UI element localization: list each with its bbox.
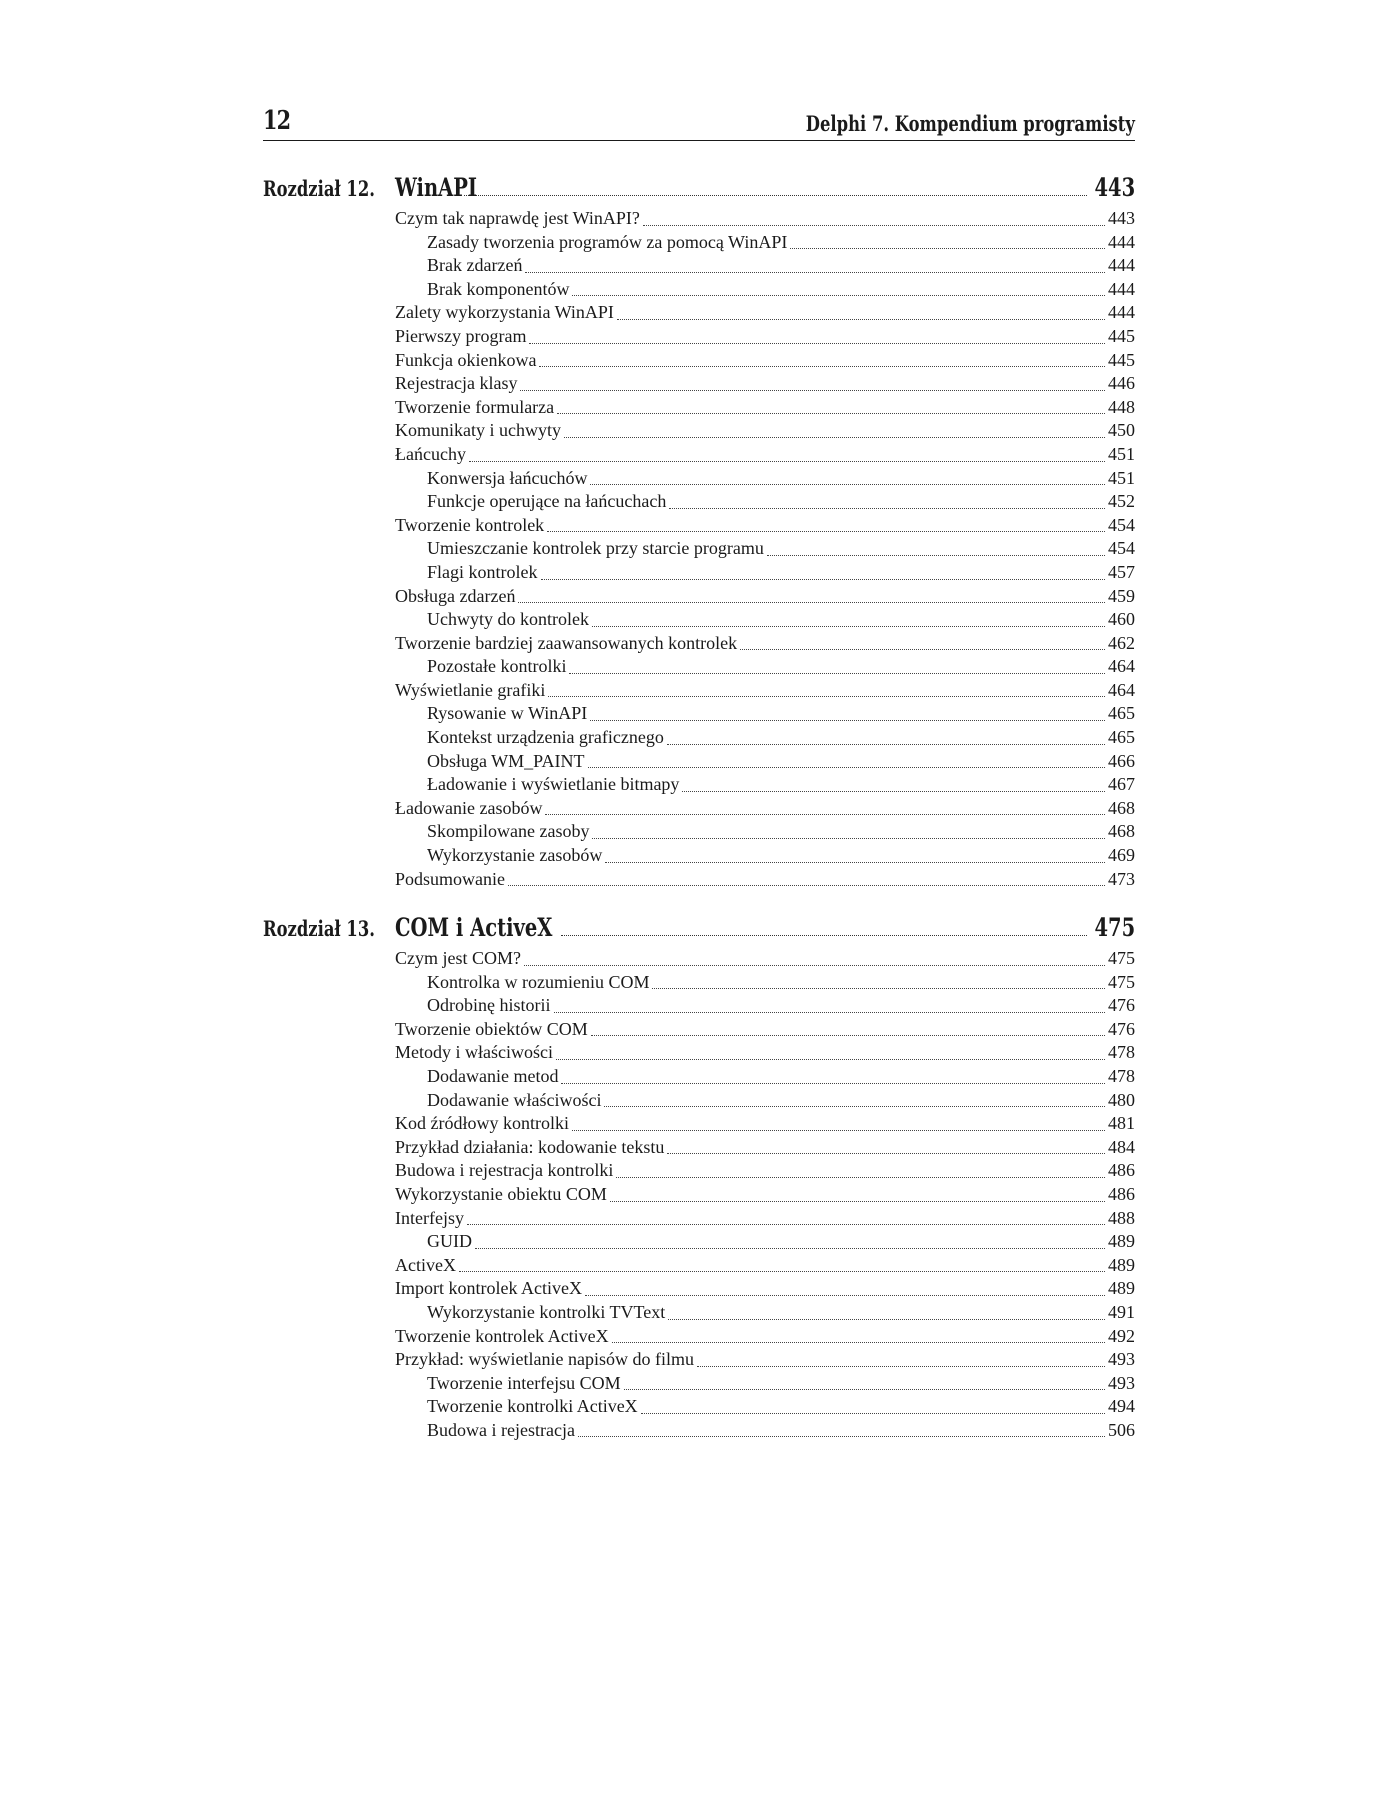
entry-page-number: 459 bbox=[1108, 585, 1135, 606]
entry-title: Kontekst urządzenia graficznego bbox=[427, 727, 664, 748]
entry-page-number: 444 bbox=[1108, 231, 1135, 252]
entry-title: Obsługa zdarzeń bbox=[395, 585, 516, 606]
entry-page-number: 476 bbox=[1108, 1018, 1135, 1039]
entry-title: Rysowanie w WinAPI bbox=[427, 703, 588, 724]
entry-title: Czym jest COM? bbox=[395, 948, 521, 968]
entry-title: Obsługa WM_PAINT bbox=[427, 750, 585, 771]
entry-title: Interfejsy bbox=[395, 1207, 464, 1228]
toc-entry bbox=[395, 1112, 1135, 1136]
entry-title: Umieszczanie kontrolek przy starcie programu bbox=[427, 538, 764, 559]
entry-page-number: 481 bbox=[1108, 1113, 1135, 1134]
entry-page-number: 469 bbox=[1108, 845, 1135, 866]
entry-page-number: 445 bbox=[1108, 349, 1135, 370]
chapter-label: Rozdział 12. bbox=[263, 176, 375, 201]
entry-title: Zasady tworzenia programów za pomocą WinAPI bbox=[427, 231, 788, 252]
entry-title: Dodawanie metod bbox=[427, 1065, 559, 1086]
toc-entry bbox=[395, 1018, 1135, 1042]
dot-leader bbox=[590, 720, 1105, 721]
chapter-title: COM i ActiveX bbox=[395, 913, 553, 942]
entry-title: Komunikaty i uchwyty bbox=[395, 420, 561, 441]
entry-page-number: 444 bbox=[1108, 255, 1135, 276]
entry-page-number: 493 bbox=[1108, 1372, 1135, 1393]
entry-page-number: 476 bbox=[1108, 995, 1135, 1016]
dot-leader bbox=[459, 1271, 1105, 1272]
entry-title: Odrobinę historii bbox=[427, 995, 551, 1016]
chapter-heading bbox=[263, 172, 1135, 204]
entry-title: Budowa i rejestracja bbox=[427, 1419, 575, 1440]
chapter-12 bbox=[263, 172, 1135, 891]
entry-title: Przykład: wyświetlanie napisów do filmu bbox=[395, 1349, 694, 1370]
dot-leader bbox=[790, 248, 1105, 249]
toc-entry bbox=[395, 301, 1135, 325]
entry-page-number: 478 bbox=[1108, 1042, 1135, 1063]
dot-leader bbox=[525, 272, 1105, 273]
toc-subentry bbox=[427, 994, 1135, 1018]
entry-page-number: 491 bbox=[1108, 1301, 1135, 1322]
entry-title: Uchwyty do kontrolek bbox=[427, 609, 589, 630]
dot-leader bbox=[518, 602, 1105, 603]
entry-page-number: 489 bbox=[1108, 1231, 1135, 1252]
entry-page-number: 488 bbox=[1108, 1207, 1135, 1228]
dot-leader bbox=[592, 626, 1105, 627]
dot-leader bbox=[469, 461, 1105, 462]
toc-entries bbox=[263, 947, 1135, 1442]
dot-leader bbox=[561, 935, 1087, 936]
entry-page-number: 478 bbox=[1108, 1065, 1135, 1086]
chapter-title-row bbox=[395, 913, 1135, 942]
toc-entry bbox=[395, 1207, 1135, 1231]
entry-title: Funkcje operujące na łańcuchach bbox=[427, 491, 667, 512]
toc-subentry bbox=[427, 655, 1135, 679]
entry-page-number: 464 bbox=[1108, 656, 1135, 677]
chapter-13 bbox=[263, 912, 1135, 1442]
entry-title: Zalety wykorzystania WinAPI bbox=[395, 302, 614, 323]
toc-entry bbox=[395, 349, 1135, 373]
toc-entry bbox=[395, 1254, 1135, 1278]
entry-page-number: 465 bbox=[1108, 703, 1135, 724]
toc-entry bbox=[395, 1183, 1135, 1207]
entry-title: Skompilowane zasoby bbox=[427, 821, 590, 842]
dot-leader bbox=[697, 1366, 1105, 1367]
entry-page-number: 454 bbox=[1108, 514, 1135, 535]
entry-page-number: 506 bbox=[1108, 1419, 1135, 1440]
entry-title: Budowa i rejestracja kontrolki bbox=[395, 1160, 614, 1181]
entry-page-number: 462 bbox=[1108, 632, 1135, 653]
toc-entry bbox=[395, 325, 1135, 349]
dot-leader bbox=[539, 366, 1105, 367]
dot-leader bbox=[556, 1059, 1105, 1060]
dot-leader bbox=[524, 965, 1105, 966]
entry-title: Tworzenie obiektów COM bbox=[395, 1018, 588, 1039]
entry-title: Tworzenie kontrolek ActiveX bbox=[395, 1325, 609, 1346]
dot-leader bbox=[585, 1295, 1105, 1296]
toc-entry bbox=[395, 1159, 1135, 1183]
dot-leader bbox=[592, 838, 1105, 839]
entry-page-number: 448 bbox=[1108, 396, 1135, 417]
entry-page-number: 445 bbox=[1108, 325, 1135, 346]
toc-subentry bbox=[427, 820, 1135, 844]
dot-leader bbox=[591, 1035, 1105, 1036]
dot-leader bbox=[682, 791, 1105, 792]
entry-page-number: 451 bbox=[1108, 467, 1135, 488]
dot-leader bbox=[612, 1342, 1105, 1343]
toc-subentry bbox=[427, 561, 1135, 585]
toc-subentry bbox=[427, 537, 1135, 561]
toc-entries bbox=[263, 207, 1135, 891]
dot-leader bbox=[667, 744, 1105, 745]
entry-title: Tworzenie interfejsu COM bbox=[427, 1372, 621, 1393]
toc-subentry bbox=[427, 971, 1135, 995]
entry-page-number: 451 bbox=[1108, 443, 1135, 464]
toc-entry bbox=[395, 1041, 1135, 1065]
toc-subentry bbox=[427, 1419, 1135, 1443]
toc-entry bbox=[395, 396, 1135, 420]
entry-page-number: 466 bbox=[1108, 750, 1135, 771]
dot-leader bbox=[588, 767, 1105, 768]
toc-subentry bbox=[427, 254, 1135, 278]
toc-entry bbox=[395, 585, 1135, 609]
chapter-page-number: 443 bbox=[1094, 173, 1135, 202]
entry-page-number: 464 bbox=[1108, 679, 1135, 700]
dot-leader bbox=[572, 1130, 1105, 1131]
dot-leader bbox=[590, 484, 1105, 485]
entry-title: Tworzenie formularza bbox=[395, 396, 555, 417]
dot-leader bbox=[547, 531, 1105, 532]
toc-entry bbox=[395, 514, 1135, 538]
dot-leader bbox=[767, 555, 1105, 556]
toc-entry bbox=[395, 868, 1135, 892]
toc-subentry bbox=[427, 844, 1135, 868]
toc-subentry bbox=[427, 278, 1135, 302]
entry-title: Import kontrolek ActiveX bbox=[395, 1278, 582, 1299]
dot-leader bbox=[464, 195, 1087, 196]
entry-page-number: 486 bbox=[1108, 1183, 1135, 1204]
entry-page-number: 489 bbox=[1108, 1254, 1135, 1275]
entry-page-number: 454 bbox=[1108, 538, 1135, 559]
toc-entry bbox=[395, 1136, 1135, 1160]
dot-leader bbox=[667, 1153, 1105, 1154]
toc-entry bbox=[395, 207, 1135, 231]
entry-title: Podsumowanie bbox=[395, 868, 505, 889]
entry-title: Wykorzystanie obiektu COM bbox=[395, 1183, 607, 1204]
dot-leader bbox=[624, 1389, 1105, 1390]
entry-title: Tworzenie kontrolek bbox=[395, 514, 545, 535]
dot-leader bbox=[610, 1201, 1105, 1202]
toc-entry bbox=[395, 1277, 1135, 1301]
dot-leader bbox=[578, 1436, 1105, 1437]
dot-leader bbox=[508, 885, 1105, 886]
entry-title: Brak zdarzeń bbox=[427, 255, 523, 276]
entry-title: Kod źródłowy kontrolki bbox=[395, 1113, 569, 1134]
dot-leader bbox=[554, 1012, 1106, 1013]
toc-subentry bbox=[427, 490, 1135, 514]
dot-leader bbox=[740, 649, 1105, 650]
entry-title: Ładowanie i wyświetlanie bitmapy bbox=[427, 774, 680, 795]
dot-leader bbox=[641, 1413, 1105, 1414]
toc-entry bbox=[395, 797, 1135, 821]
dot-leader bbox=[616, 1177, 1105, 1178]
entry-title: Wykorzystanie kontrolki TVText bbox=[427, 1301, 666, 1322]
entry-title: Tworzenie bardziej zaawansowanych kontrolek bbox=[395, 632, 738, 653]
entry-page-number: 473 bbox=[1108, 868, 1135, 889]
toc-subentry bbox=[427, 750, 1135, 774]
dot-leader bbox=[652, 988, 1105, 989]
dot-leader bbox=[617, 319, 1105, 320]
dot-leader bbox=[520, 390, 1105, 391]
dot-leader bbox=[569, 673, 1105, 674]
toc-entry bbox=[395, 372, 1135, 396]
dot-leader bbox=[604, 1106, 1105, 1107]
entry-title: Łańcuchy bbox=[395, 443, 466, 464]
toc-entry bbox=[395, 443, 1135, 467]
entry-title: GUID bbox=[427, 1231, 472, 1252]
entry-title: Funkcja okienkowa bbox=[395, 349, 537, 370]
entry-title: Kontrolka w rozumieniu COM bbox=[427, 971, 650, 992]
toc-subentry bbox=[427, 726, 1135, 750]
entry-page-number: 494 bbox=[1108, 1396, 1135, 1417]
entry-page-number: 446 bbox=[1108, 373, 1135, 394]
entry-title: Wyświetlanie grafiki bbox=[395, 679, 546, 700]
dot-leader bbox=[643, 225, 1105, 226]
entry-page-number: 450 bbox=[1108, 420, 1135, 441]
toc-entry bbox=[395, 679, 1135, 703]
toc-subentry bbox=[427, 467, 1135, 491]
entry-title: Przykład działania: kodowanie tekstu bbox=[395, 1136, 665, 1157]
dot-leader bbox=[541, 579, 1106, 580]
entry-page-number: 460 bbox=[1108, 609, 1135, 630]
chapter-title: WinAPI bbox=[395, 173, 478, 202]
entry-title: Konwersja łańcuchów bbox=[427, 467, 588, 488]
entry-page-number: 475 bbox=[1108, 971, 1135, 992]
entry-title: Dodawanie właściwości bbox=[427, 1089, 602, 1110]
toc-subentry bbox=[427, 1372, 1135, 1396]
toc-subentry bbox=[427, 231, 1135, 255]
dot-leader bbox=[605, 862, 1105, 863]
chapter-label: Rozdział 13. bbox=[263, 916, 375, 941]
dot-leader bbox=[529, 343, 1105, 344]
entry-page-number: 444 bbox=[1108, 278, 1135, 299]
entry-page-number: 486 bbox=[1108, 1160, 1135, 1181]
toc-entry bbox=[395, 947, 1135, 971]
entry-title: Ładowanie zasobów bbox=[395, 797, 543, 818]
entry-page-number: 475 bbox=[1108, 948, 1135, 968]
toc-subentry bbox=[427, 1395, 1135, 1419]
dot-leader bbox=[548, 696, 1105, 697]
dot-leader bbox=[572, 295, 1105, 296]
toc-subentry bbox=[427, 608, 1135, 632]
entry-page-number: 452 bbox=[1108, 491, 1135, 512]
entry-title: Brak komponentów bbox=[427, 278, 570, 299]
entry-page-number: 457 bbox=[1108, 561, 1135, 582]
entry-page-number: 489 bbox=[1108, 1278, 1135, 1299]
entry-title: Pierwszy program bbox=[395, 325, 527, 346]
entry-page-number: 493 bbox=[1108, 1349, 1135, 1370]
entry-title: Flagi kontrolek bbox=[427, 561, 538, 582]
toc-entry bbox=[395, 1348, 1135, 1372]
entry-page-number: 468 bbox=[1108, 797, 1135, 818]
entry-page-number: 492 bbox=[1108, 1325, 1135, 1346]
entry-page-number: 465 bbox=[1108, 727, 1135, 748]
dot-leader bbox=[557, 413, 1105, 414]
dot-leader bbox=[669, 508, 1105, 509]
entry-page-number: 467 bbox=[1108, 774, 1135, 795]
entry-page-number: 484 bbox=[1108, 1136, 1135, 1157]
dot-leader bbox=[467, 1224, 1105, 1225]
entry-page-number: 468 bbox=[1108, 821, 1135, 842]
entry-title: Metody i właściwości bbox=[395, 1042, 553, 1063]
dot-leader bbox=[668, 1319, 1105, 1320]
entry-title: Tworzenie kontrolki ActiveX bbox=[427, 1396, 638, 1417]
entry-title: Rejestracja klasy bbox=[395, 373, 518, 394]
chapter-page-number: 475 bbox=[1094, 913, 1135, 942]
toc-subentry bbox=[427, 1065, 1135, 1089]
toc-entry bbox=[395, 419, 1135, 443]
entry-page-number: 480 bbox=[1108, 1089, 1135, 1110]
entry-title: Pozostałe kontrolki bbox=[427, 656, 567, 677]
toc-subentry bbox=[427, 1089, 1135, 1113]
dot-leader bbox=[545, 814, 1105, 815]
toc-subentry bbox=[427, 773, 1135, 797]
entry-title: Czym tak naprawdę jest WinAPI? bbox=[395, 208, 640, 228]
page-number: 12 bbox=[263, 106, 291, 136]
running-title: Delphi 7. Kompendium programisty bbox=[805, 111, 1135, 136]
dot-leader bbox=[475, 1248, 1105, 1249]
entry-page-number: 444 bbox=[1108, 302, 1135, 323]
toc-subentry bbox=[427, 1301, 1135, 1325]
entry-title: Wykorzystanie zasobów bbox=[427, 845, 603, 866]
toc-subentry bbox=[427, 702, 1135, 726]
entry-page-number: 443 bbox=[1108, 208, 1135, 228]
chapter-heading bbox=[263, 912, 1135, 944]
toc-entry bbox=[395, 632, 1135, 656]
chapter-title-row bbox=[395, 173, 1135, 202]
entry-title: ActiveX bbox=[395, 1254, 456, 1275]
page-header bbox=[263, 100, 1135, 141]
toc-entry bbox=[395, 1325, 1135, 1349]
toc-subentry bbox=[427, 1230, 1135, 1254]
dot-leader bbox=[561, 1083, 1105, 1084]
dot-leader bbox=[564, 437, 1105, 438]
